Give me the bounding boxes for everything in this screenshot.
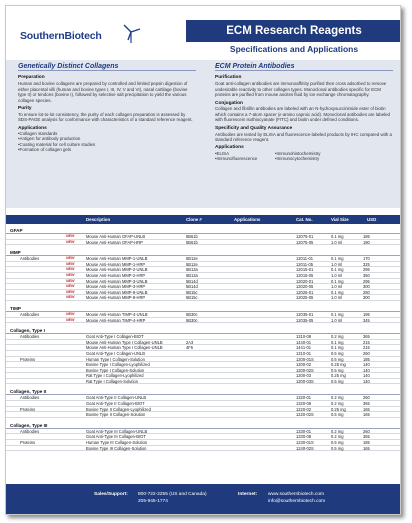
table-cell: 5B14d — [186, 278, 198, 284]
section-heading: Collagen, Type III — [6, 422, 401, 429]
purification-heading: Purification — [215, 75, 242, 81]
table-cell: 12011-05 — [296, 261, 313, 267]
table-cell: 165 — [363, 406, 370, 412]
table-cell: Bovine Type I Collagen-Solution — [86, 367, 145, 373]
table-cell: 0.1 mg — [331, 339, 344, 345]
table-cell: 1220-02 — [296, 406, 312, 412]
applications-lists — [215, 151, 393, 162]
table-cell: Goat Anti-Type I Collagen-UNLB — [86, 350, 145, 356]
table-cell: 1310-01 — [296, 350, 312, 356]
table-cell: 1440-01 — [296, 339, 312, 345]
table-cell: 5B13a — [186, 272, 198, 278]
page-title: ECM Research Reagents — [186, 20, 401, 42]
section-heading: MMP — [6, 249, 401, 256]
table-cell: 1200-02 — [296, 362, 312, 368]
col-vial-size: Vial Size — [331, 217, 349, 222]
table-cell: Bovine Type I Collagen-Lyophilized — [86, 362, 150, 368]
table-cell: Mouse Anti-Human MMP-9-UNLB — [86, 289, 148, 295]
table-cell: 140 — [363, 367, 370, 373]
list-item: • Antigen for antibody production — [18, 136, 196, 141]
collagens-heading: Genetically Distinct Collagens — [18, 64, 196, 71]
product-table — [6, 227, 401, 451]
table-cell: 1330-01 — [296, 428, 312, 434]
table-cell: 365 — [363, 401, 370, 407]
table-cell: 0.1 mg — [331, 311, 344, 317]
section-heading: Collagen, Type II — [6, 388, 401, 395]
list-item: • Coating material for cell culture studies — [18, 142, 196, 147]
table-cell: 0.5 mg — [331, 412, 344, 418]
table-cell: 5B12e — [186, 256, 198, 262]
purity-text: To ensure lot-to-lot consistency, the purity of each collagen preparation is assessed by SDS-PAGE analysis for conformance with characteristics of a standard reference reagent. — [18, 111, 193, 123]
new-badge: NEW — [66, 317, 75, 322]
table-cell: Goat Anti-Type I Collagen-BIOT — [86, 334, 144, 340]
table-cell: 295 — [363, 278, 370, 284]
table-cell: 0.1 mg — [331, 345, 344, 351]
new-badge: NEW — [66, 272, 75, 277]
datasheet-page — [5, 5, 401, 515]
table-cell: 1200-02S — [296, 367, 314, 373]
table-cell: 0.5 mg — [331, 440, 344, 446]
footer — [6, 484, 401, 515]
table-cell: 300 — [363, 284, 370, 290]
table-cell: 5B30c — [186, 311, 198, 317]
table-cell: 185 — [363, 356, 370, 362]
applications-heading: Applications — [18, 125, 47, 131]
page-subtitle: Specifications and Applications — [229, 44, 359, 54]
table-cell: 5B15c — [186, 289, 198, 295]
table-cell: Mouse Anti-Human MMP-1-UNLB — [86, 256, 148, 262]
table-cell: 0.1 mg — [331, 289, 344, 295]
specificity-text: Antibodies are tested by ELISA and fluorescence-labeled products by IHC compared with a standard reference reagent. — [215, 131, 392, 142]
table-cell: 325 — [363, 261, 370, 267]
table-cell: Mouse Anti-Human MMP-2-HRP — [86, 272, 146, 278]
new-badge: NEW — [66, 284, 75, 289]
phone-us: 800-722-2255 (US and Canada) — [138, 492, 207, 497]
table-cell: 5B61b — [186, 234, 198, 239]
table-cell: Mouse Anti-Human MMP-9-HRP — [86, 295, 146, 301]
internet-label: Internet: — [238, 492, 258, 497]
table-cell: Goat Anti-Type II Collagen-BIOT — [86, 401, 145, 407]
table-cell: 300 — [363, 295, 370, 301]
col-cat-no: Cat. No. — [296, 217, 313, 222]
new-badge: NEW — [66, 261, 75, 266]
conjugation-heading: Conjugation — [215, 100, 243, 106]
table-cell: 12025-01 — [296, 289, 314, 295]
table-cell: 215 — [363, 345, 370, 351]
section-heading: Collagen, Type I — [6, 327, 401, 334]
table-cell: 12075-01 — [296, 234, 314, 239]
table-cell: Rat Type I Collagen-Solution — [86, 378, 139, 384]
table-cell: Human Type I Collagen-Solution — [86, 356, 145, 362]
table-cell: 295 — [363, 267, 370, 273]
table-cell: 345 — [363, 317, 370, 323]
new-badge: NEW — [66, 311, 75, 316]
list-item: • Formation of collagen gels — [18, 147, 196, 152]
table-cell: 12035-05 — [296, 317, 314, 323]
table-cell: Bovine Type III Collagen-Solution — [86, 445, 147, 451]
table-cell: Goat Anti-Type III Collagen-UNLB — [86, 428, 148, 434]
table-cell: 1220-02S — [296, 412, 314, 418]
new-badge: NEW — [66, 295, 75, 300]
table-cell: 1330-08 — [296, 434, 312, 440]
applications-heading: Applications — [215, 145, 244, 151]
table-cell: Proteins — [20, 440, 36, 446]
table-cell: 1.0 ml — [331, 261, 343, 267]
table-cell: 0.5 mg — [331, 378, 344, 384]
table-cell: Goat Anti-Type II Collagen-UNLB — [86, 395, 147, 401]
new-badge: NEW — [66, 278, 75, 283]
table-cell: 0.1 mg — [331, 234, 344, 239]
table-cell: 0.5 mg — [331, 445, 344, 451]
table-cell: 185 — [363, 440, 370, 446]
table-row — [6, 318, 401, 324]
table-cell: 1.0 ml — [331, 295, 343, 301]
table-cell: 12015-05 — [296, 272, 314, 278]
col-applications: Applications — [234, 217, 261, 222]
table-cell: 1310-08 — [296, 334, 312, 340]
table-cell: 165 — [363, 412, 370, 418]
conjugation-text: Collagen and fibrillin antibodies are labeled with an N-hydroxysuccinimide ester of biotin which contains a 7-atom spacer (ε-amino caproic acid). Monoclonal antibodies are labeled with fluorescein isothiocyanate (FITC) and biotin under defined conditions. — [215, 106, 390, 123]
table-cell: Mouse Anti-Human TIMP-4-UNLB — [86, 311, 148, 317]
table-cell: 190 — [363, 239, 370, 245]
table-cell: 4F6 — [186, 345, 194, 351]
table-cell: 12011-01 — [296, 256, 313, 262]
table-cell: Goat Anti-Type III Collagen-BIOT — [86, 434, 146, 440]
list-item: • Collagen standards — [18, 131, 196, 136]
phone-intl: 205-945-1774 — [138, 499, 168, 504]
purification-text: Goat anti-collagen antibodies are immunoaffinity purified then cross adsorbed to remove undesirable reactivity to other collagen types. Monoclonal antibodies specific for ECM proteins are purified from mouse ascites fluid by ion exchange chromatography. — [215, 81, 387, 98]
new-badge: NEW — [66, 289, 75, 294]
table-cell: Antibodies — [20, 428, 40, 434]
table-cell: 1.0 ml — [331, 272, 343, 278]
new-badge: NEW — [66, 239, 75, 244]
table-cell: 12020-05 — [296, 284, 314, 290]
table-cell: 1240-02S — [296, 445, 314, 451]
new-badge: NEW — [66, 267, 75, 272]
table-cell: 1200-03 — [296, 373, 312, 379]
table-cell: 0.1 mg — [331, 256, 344, 262]
table-cell: 5B30c — [186, 317, 198, 323]
table-cell: 1441-01 — [296, 345, 312, 351]
table-cell: 0.1 mg — [331, 267, 344, 273]
list-item: • ELISA — [215, 151, 275, 156]
col-description: Description — [86, 217, 111, 222]
table-cell: Mouse Anti-Human TIMP-4-HRP — [86, 317, 146, 323]
table-cell: Mouse Anti-Human MMP-3-UNLB — [86, 278, 148, 284]
table-cell: 12035-01 — [296, 311, 314, 317]
table-cell: 5B14d — [186, 284, 198, 290]
new-badge: NEW — [66, 256, 75, 261]
table-cell: 185 — [363, 234, 370, 239]
table-cell: 140 — [363, 373, 370, 379]
table-cell: 0.2 mg — [331, 401, 344, 407]
section-heading: TIMP — [6, 305, 401, 312]
col-usd: USD — [367, 217, 377, 222]
table-cell: 0.2 mg — [331, 434, 344, 440]
specificity-heading: Specificity and Quality Assurance — [215, 125, 293, 131]
table-cell: 140 — [363, 362, 370, 368]
table-cell: 1.0 ml — [331, 239, 343, 245]
brand-logo: SouthernBiotech — [20, 30, 102, 42]
table-cell: 1200-01S — [296, 356, 314, 362]
table-cell: 0.5 mg — [331, 350, 344, 356]
table-cell: 5B12e — [186, 261, 198, 267]
table-cell: Antibodies — [20, 334, 40, 340]
table-cell: 5B61b — [186, 239, 198, 245]
table-cell: 365 — [363, 434, 370, 440]
table-cell: 1200-03S — [296, 378, 314, 384]
table-cell: 280 — [363, 289, 370, 295]
table-cell: 0.2 mg — [331, 334, 344, 340]
applications-list — [215, 151, 275, 162]
table-cell: 5B15c — [186, 295, 198, 301]
table-cell: Mouse Anti-Human MMP-1-HRP — [86, 261, 146, 267]
table-cell: 350 — [363, 272, 370, 278]
antibodies-heading: ECM Protein Antibodies — [215, 64, 393, 71]
table-cell: Rat Type I Collagen-Lyophilized — [86, 373, 144, 379]
collagens-column — [18, 64, 196, 153]
new-badge: NEW — [66, 234, 75, 238]
table-cell: Mouse Anti-Human Type I Collagen-UNLB — [86, 339, 163, 345]
table-cell: 1320-01 — [296, 395, 312, 401]
table-cell: 1230-01S — [296, 440, 314, 446]
table-cell: 215 — [363, 339, 370, 345]
table-row — [6, 295, 401, 301]
table-cell: 2A3 — [186, 339, 194, 345]
preparation-heading: Preparation — [18, 75, 45, 81]
table-cell: 165 — [363, 445, 370, 451]
table-row — [6, 379, 401, 385]
website-link[interactable]: www.southernbiotech.com — [268, 492, 324, 497]
table-cell: 1.0 ml — [331, 317, 343, 323]
table-cell: Bovine Type II Collagen-Lyophilized — [86, 406, 151, 412]
antibodies-column — [215, 64, 393, 162]
table-cell: 260 — [363, 350, 370, 356]
table-cell: 0.25 mg — [331, 373, 346, 379]
table-cell: 1.0 ml — [331, 284, 343, 290]
list-item: • Immunohistochemistry — [275, 151, 335, 156]
table-cell: Antibodies — [20, 395, 40, 401]
purity-heading: Purity — [18, 105, 32, 111]
table-cell: Bovine Type II Collagen-Solution — [86, 412, 146, 418]
table-cell: 260 — [363, 395, 370, 401]
applications-list — [18, 131, 196, 153]
table-header — [6, 215, 401, 224]
table-row — [6, 240, 401, 246]
table-cell: 0.2 mg — [331, 395, 344, 401]
table-row — [6, 446, 401, 452]
table-cell: 12020-01 — [296, 278, 314, 284]
table-cell: Antibodies — [20, 256, 40, 262]
section-heading: GFAP — [6, 227, 401, 234]
table-cell: 140 — [363, 378, 370, 384]
table-cell: 12025-05 — [296, 295, 314, 301]
table-cell: Mouse Anti-Human GFAP-UNLB — [86, 234, 146, 239]
intro-band — [6, 60, 401, 208]
table-cell: 1320-08 — [296, 401, 312, 407]
table-cell: 0.5 mg — [331, 356, 344, 362]
table-cell: 12015-01 — [296, 267, 314, 273]
table-cell: 0.2 mg — [331, 428, 344, 434]
col-clone: Clone # — [186, 217, 202, 222]
table-cell: Mouse Anti-Human GFAP-HRP — [86, 239, 143, 245]
table-cell: 0.25 mg — [331, 362, 346, 368]
table-cell: 12075-05 — [296, 239, 314, 245]
table-cell: 0.5 mg — [331, 367, 344, 373]
table-cell: Antibodies — [20, 311, 40, 317]
email-link[interactable]: info@southernbiotech.com — [268, 499, 326, 504]
applications-list — [275, 151, 335, 162]
table-cell: 0.25 mg — [331, 406, 346, 412]
table-cell: 365 — [363, 334, 370, 340]
list-item: • Immunofluorescence — [215, 156, 275, 161]
table-cell: 0.1 mg — [331, 278, 344, 284]
list-item: • Immunocytochemistry — [275, 156, 335, 161]
table-cell: Mouse Anti-Human Type I Collagen-UNLB — [86, 345, 163, 351]
preparation-text: Human and bovine collagens are prepared by controlled and limited pepsin digestion of either placental villi (human and bovine types I, III, IV, V and VI), nasal cartilage (bovine type II) or tendons (bovine I), followed by selective salt precipitation to yield the various collagen species. — [18, 81, 188, 103]
table-cell: 260 — [363, 428, 370, 434]
table-cell: Human Type III Collagen-Solution — [86, 440, 148, 446]
table-cell: Mouse Anti-Human MMP-3-HRP — [86, 284, 146, 290]
table-row — [6, 412, 401, 418]
sales-label: Sales/Support: — [94, 492, 128, 497]
table-cell: Proteins — [20, 406, 36, 412]
table-cell: 195 — [363, 311, 370, 317]
table-cell: Mouse Anti-Human MMP-2-UNLB — [86, 267, 148, 273]
table-cell: 170 — [363, 256, 370, 262]
table-cell: Proteins — [20, 356, 36, 362]
windmill-logo-icon — [120, 23, 142, 43]
table-cell: 5B13a — [186, 267, 198, 273]
